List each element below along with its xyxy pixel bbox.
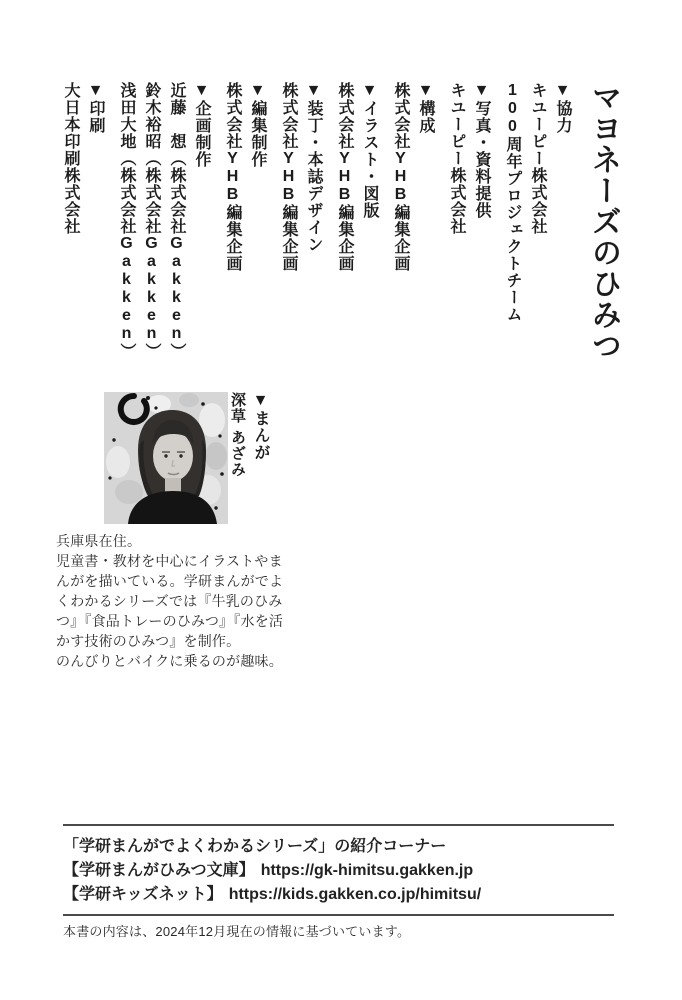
credit-line: キユーピー株式会社	[529, 82, 546, 235]
author-bio	[56, 531, 316, 671]
credit-section	[224, 82, 265, 427]
author-section-heading: ▼まんが	[252, 392, 269, 461]
credit-line: 100周年プロジェクトチーム	[504, 82, 521, 323]
author-bio-line: 兵庫県在住。	[56, 533, 142, 549]
kids-net-url: https://kids.gakken.co.jp/himitsu/	[228, 886, 482, 903]
page-title: マヨネーズのひみつ	[587, 82, 620, 361]
credit-line: 株式会社YHB編集企画	[392, 82, 409, 272]
kids-net-row	[63, 883, 614, 907]
author-bio-line: つ』『食品トレーのひみつ』『水を活	[56, 613, 284, 629]
credit-section	[392, 82, 433, 427]
credit-section	[336, 82, 377, 427]
portrait-illustration	[104, 392, 228, 524]
credit-heading: ▼印刷	[87, 82, 104, 134]
author-photo	[104, 392, 228, 524]
credit-line: 鈴木裕昭（株式会社Gakken）	[143, 82, 160, 360]
author-block	[230, 392, 268, 532]
credit-line: 近藤 想（株式会社Gakken）	[168, 82, 185, 360]
credit-line: 株式会社YHB編集企画	[280, 82, 297, 272]
author-bio-line: 児童書・教材を中心にイラストやま	[56, 553, 283, 569]
credit-line: キユーピー株式会社	[448, 82, 465, 235]
credits-block	[47, 82, 618, 427]
author-bio-line: かす技術のひみつ』を制作。	[56, 633, 241, 649]
credit-heading: ▼編集制作	[249, 82, 266, 168]
credit-section	[62, 82, 103, 427]
himitsu-bunko-label: 【学研まんがひみつ文庫】	[63, 862, 255, 879]
credit-heading: ▼写真・資料提供	[473, 82, 490, 219]
himitsu-bunko-url: https://gk-himitsu.gakken.jp	[260, 862, 474, 879]
credit-section	[280, 82, 321, 427]
series-info-box	[63, 824, 614, 916]
credit-heading: ▼構成	[417, 82, 434, 134]
series-info-title: 「学研まんがでよくわかるシリーズ」の紹介コーナー	[63, 838, 447, 855]
author-bio-line: んがを描いている。学研まんがでよ	[56, 573, 284, 589]
credit-section	[448, 82, 489, 427]
credit-line: 株式会社YHB編集企画	[224, 82, 241, 272]
kids-net-label: 【学研キッズネット】	[63, 886, 223, 903]
credit-heading: ▼協力	[554, 82, 571, 134]
footer-note: 本書の内容は、2024年12月現在の情報に基づいています。	[63, 924, 411, 939]
himitsu-bunko-row	[63, 859, 614, 883]
credit-line: 株式会社YHB編集企画	[336, 82, 353, 272]
credit-heading: ▼イラスト・図版	[361, 82, 378, 219]
credit-heading: ▼装丁・本誌デザイン	[305, 82, 322, 253]
author-bio-line: のんびりとバイクに乗るのが趣味。	[56, 653, 283, 669]
credit-heading: ▼企画制作	[193, 82, 210, 168]
credit-section	[504, 82, 570, 427]
credit-section	[118, 82, 209, 427]
credit-line: 大日本印刷株式会社	[62, 82, 79, 235]
author-name: 深草 あざみ	[229, 392, 246, 478]
credit-line: 浅田大地（株式会社Gakken）	[118, 82, 135, 360]
author-bio-line: くわかるシリーズでは『牛乳のひみ	[56, 593, 283, 609]
